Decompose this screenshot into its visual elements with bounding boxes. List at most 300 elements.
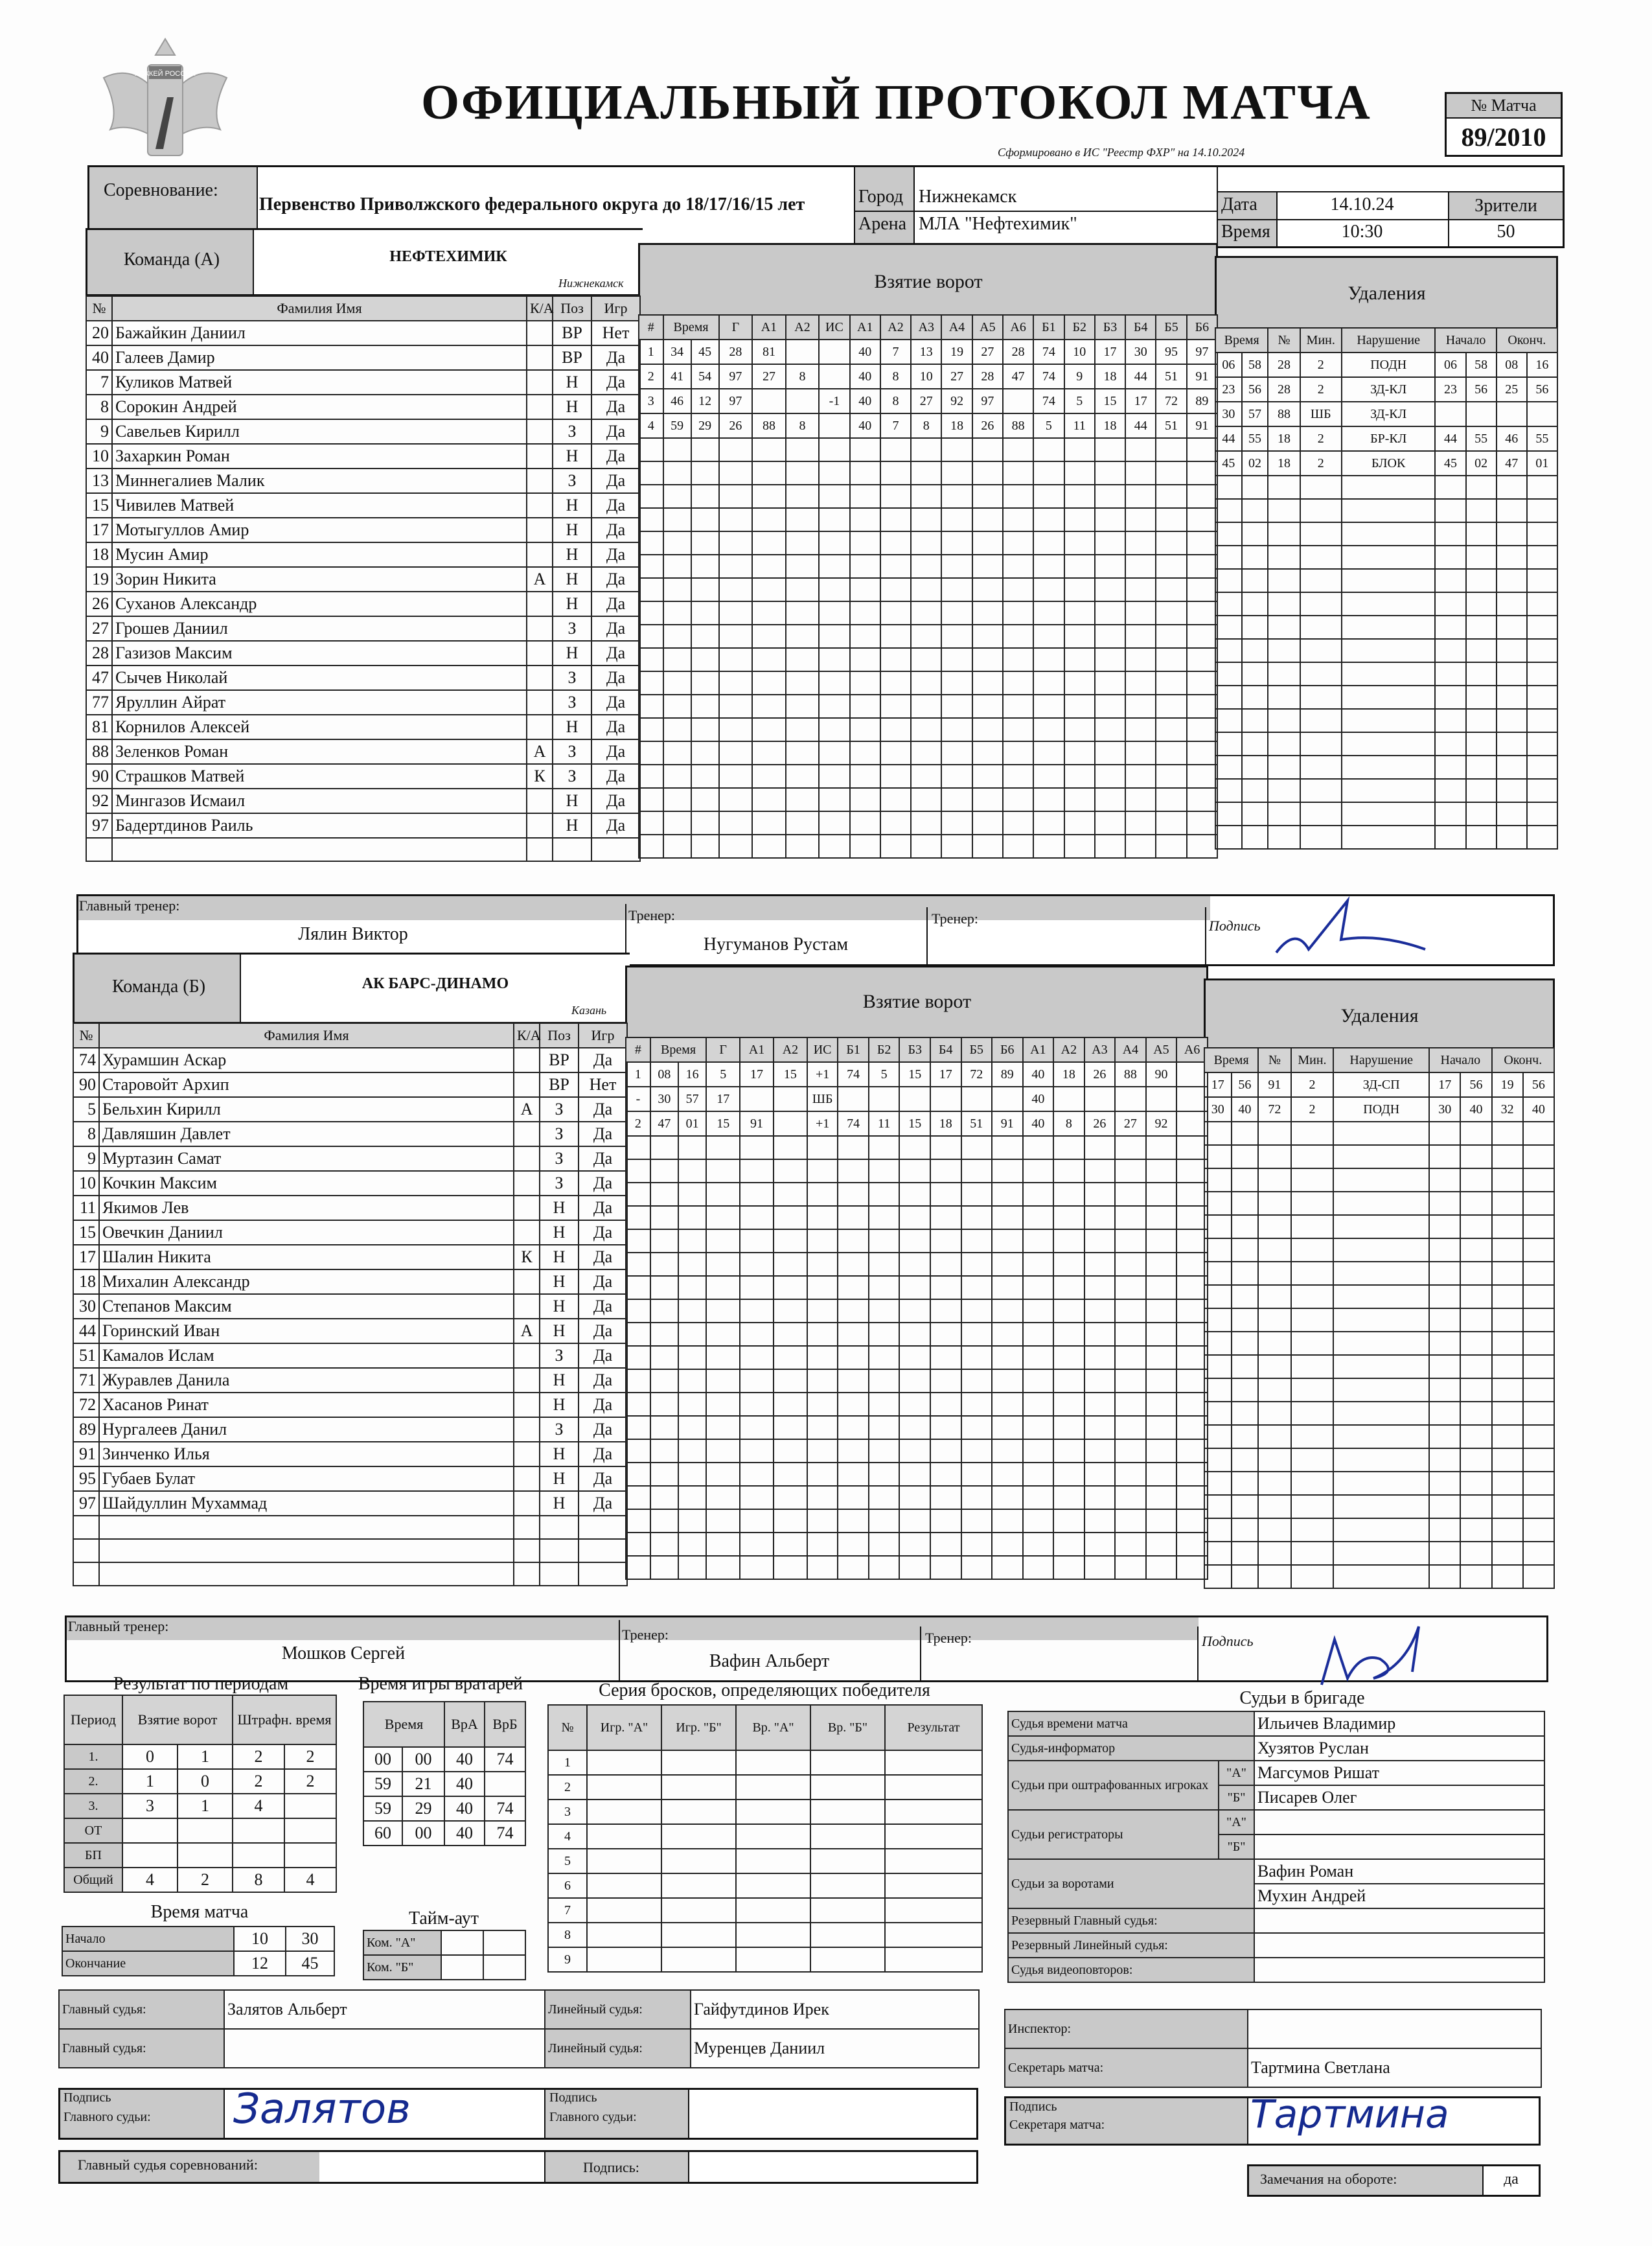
empty-cell	[1215, 616, 1242, 639]
empty-cell	[1156, 625, 1186, 648]
team-b-coach: Вафин Альберт	[709, 1651, 830, 1671]
competition-label: Соревнование:	[104, 180, 218, 200]
team-a-goals-title: Взятие ворот	[874, 271, 983, 292]
sig-main2-label-1: Подпись	[549, 2090, 597, 2105]
goal-cell	[992, 1087, 1023, 1111]
pen-header-2: Мин.	[1300, 328, 1342, 353]
empty-cell	[961, 1369, 992, 1393]
goals-header-4: А2	[774, 1037, 807, 1062]
penalty-cell: 18	[1268, 451, 1300, 476]
empty-cell	[706, 1556, 740, 1579]
goal-cell: 8	[880, 364, 911, 389]
empty-cell	[1095, 695, 1125, 718]
player-ka	[527, 641, 553, 666]
empty-cell	[1003, 835, 1033, 858]
empty-cell	[1115, 1183, 1146, 1206]
empty-cell	[838, 1159, 869, 1183]
empty-cell	[850, 811, 880, 835]
empty-cell	[1176, 1136, 1208, 1159]
empty-cell	[1492, 1448, 1523, 1472]
empty-cell	[587, 1849, 661, 1873]
empty-cell	[1333, 1472, 1429, 1495]
empty-cell	[1064, 485, 1095, 508]
empty-cell	[810, 1947, 885, 1972]
team-a-coach-label: Тренер:	[628, 907, 676, 923]
empty-cell	[1429, 1262, 1460, 1285]
player-ka	[527, 813, 553, 838]
team-b-signature-label: Подпись	[1202, 1633, 1254, 1649]
goal-row	[639, 340, 1217, 364]
date-label: Дата	[1221, 194, 1257, 214]
empty-cell	[880, 578, 911, 601]
empty-cell	[1125, 671, 1156, 695]
empty-cell	[1291, 1238, 1334, 1262]
empty-cell	[1053, 1369, 1084, 1393]
empty-cell	[1333, 1192, 1429, 1215]
goal-cell: 88	[752, 413, 786, 438]
empty-cell	[706, 1136, 740, 1159]
penalty-cell: 55	[1242, 426, 1268, 451]
player-play: Нет	[579, 1072, 627, 1097]
empty-cell	[691, 765, 719, 788]
goalies-title: Время игры вратарей	[358, 1674, 523, 1694]
empty-cell	[810, 1775, 885, 1800]
goal-cell	[774, 1111, 807, 1136]
empty-cell	[1268, 546, 1300, 569]
player-ka	[527, 345, 553, 370]
empty-cell	[1023, 1229, 1054, 1253]
goals-header-13: А2	[1053, 1037, 1084, 1062]
empty-cell	[1460, 1378, 1491, 1402]
empty-cell	[587, 1750, 661, 1775]
goal-cell: +1	[807, 1062, 838, 1087]
penalty-row	[1215, 353, 1557, 377]
empty-cell	[972, 835, 1003, 858]
player-play: Да	[591, 345, 640, 370]
goals-header-0: #	[639, 315, 663, 340]
empty-cell	[838, 1533, 869, 1556]
empty-cell	[961, 1463, 992, 1486]
roster-header-play: Игр	[591, 296, 640, 321]
empty-cell	[1435, 522, 1465, 546]
player-play: Да	[591, 395, 640, 419]
empty-cell	[1268, 592, 1300, 616]
empty-cell	[1232, 1215, 1259, 1238]
empty-cell	[736, 1898, 810, 1923]
goalie-row	[363, 1821, 525, 1846]
empty-cell	[719, 485, 753, 508]
goal-cell: 18	[941, 413, 972, 438]
empty-cell	[1291, 1355, 1334, 1378]
team-b-head-coach: Мошков Сергей	[281, 1643, 406, 1663]
empty-cell	[911, 601, 941, 625]
empty-cell	[972, 648, 1003, 671]
ref-goal-2: Мухин Андрей	[1254, 1884, 1544, 1908]
player-row	[86, 542, 640, 567]
player-play: Да	[579, 1048, 627, 1072]
empty-cell	[1003, 811, 1033, 835]
empty-cell	[1460, 1472, 1491, 1495]
empty-cell	[880, 461, 911, 485]
empty-cell	[112, 838, 527, 861]
player-number: 17	[73, 1245, 99, 1269]
empty-cell	[941, 625, 972, 648]
player-row	[73, 1466, 627, 1491]
empty-cell	[1095, 531, 1125, 555]
empty-cell	[1258, 1448, 1291, 1472]
empty-cell	[1492, 1472, 1523, 1495]
empty-cell	[1460, 1192, 1491, 1215]
empty-cell	[1215, 756, 1242, 779]
period-cell	[122, 1818, 178, 1843]
player-name: Корнилов Алексей	[112, 715, 527, 739]
empty-cell	[850, 835, 880, 858]
empty-cell	[930, 1369, 961, 1393]
penalty-cell: 2	[1291, 1097, 1334, 1122]
goalies-table	[363, 1701, 526, 1846]
empty-cell	[1003, 718, 1033, 741]
team-b-header	[73, 953, 630, 1024]
ref-goal-label: Судьи за воротами	[1008, 1859, 1254, 1908]
empty-cell	[810, 1898, 885, 1923]
penalty-cell: 30	[1204, 1097, 1232, 1122]
player-ka	[527, 321, 553, 345]
penalty-cell: 23	[1435, 377, 1465, 402]
empty-cell	[1003, 601, 1033, 625]
empty-cell	[850, 671, 880, 695]
empty-cell	[1333, 1215, 1429, 1238]
ref-penbox-b: Писарев Олег	[1254, 1785, 1544, 1810]
empty-cell	[1342, 499, 1436, 522]
empty-cell	[1466, 732, 1497, 756]
player-ka	[527, 493, 553, 518]
empty-cell	[1429, 1332, 1460, 1355]
empty-cell	[1300, 522, 1342, 546]
player-pos: Н	[553, 567, 591, 592]
shootout-title: Серия бросков, определяющих победителя	[599, 1680, 930, 1700]
empty-cell	[740, 1159, 774, 1183]
empty-cell	[1084, 1509, 1116, 1533]
goal-cell: 57	[678, 1087, 706, 1111]
empty-cell	[838, 1346, 869, 1369]
empty-cell	[626, 1159, 650, 1183]
goal-row	[639, 648, 1217, 671]
player-ka	[527, 518, 553, 542]
empty-cell	[1125, 695, 1156, 718]
shootout-row	[548, 1750, 982, 1775]
empty-cell	[1003, 578, 1033, 601]
empty-cell	[1300, 709, 1342, 732]
sig-secr-label-2: Секретаря матча:	[1009, 2118, 1105, 2132]
roster-header-num: №	[86, 296, 112, 321]
goal-cell: 92	[941, 389, 972, 413]
empty-cell	[972, 485, 1003, 508]
empty-cell	[1268, 779, 1300, 802]
player-name: Шайдуллин Мухаммад	[99, 1491, 514, 1516]
period-row	[64, 1794, 336, 1818]
inspector-label: Инспектор:	[1005, 2009, 1248, 2048]
sig-main-label-2: Главного судьи:	[63, 2110, 151, 2124]
empty-cell	[1215, 709, 1242, 732]
goals-header-15: А4	[1115, 1037, 1146, 1062]
goal-cell	[869, 1087, 900, 1111]
empty-cell	[961, 1253, 992, 1276]
empty-cell	[1492, 1238, 1523, 1262]
empty-cell	[691, 438, 719, 461]
empty-cell	[1242, 522, 1268, 546]
player-number: 17	[86, 518, 112, 542]
empty-cell	[1291, 1262, 1334, 1285]
penalty-cell: 40	[1523, 1097, 1554, 1122]
penalty-cell: 55	[1466, 426, 1497, 451]
empty-cell	[740, 1463, 774, 1486]
player-ka	[514, 1417, 540, 1442]
empty-cell	[591, 838, 640, 861]
empty-cell	[899, 1206, 930, 1229]
empty-cell	[1156, 531, 1186, 555]
goal-cell: 15	[899, 1062, 930, 1087]
empty-cell	[1429, 1425, 1460, 1448]
goals-header-10: Б5	[961, 1037, 992, 1062]
empty-cell	[1084, 1323, 1116, 1346]
empty-cell	[740, 1416, 774, 1439]
sig-main-label-1: Подпись	[63, 2090, 111, 2105]
empty-cell	[1125, 625, 1156, 648]
shootout-row	[548, 1898, 982, 1923]
empty-cell	[838, 1276, 869, 1299]
empty-cell	[930, 1556, 961, 1579]
empty-cell	[810, 1873, 885, 1898]
empty-cell	[930, 1183, 961, 1206]
empty-cell	[663, 485, 691, 508]
empty-cell	[1523, 1518, 1554, 1542]
empty-cell	[678, 1486, 706, 1509]
penalty-cell	[1497, 402, 1527, 426]
player-ka	[514, 1122, 540, 1146]
empty-cell	[786, 601, 820, 625]
goal-cell: 46	[663, 389, 691, 413]
empty-cell	[1460, 1402, 1491, 1425]
player-row	[86, 739, 640, 764]
empty-cell	[1492, 1402, 1523, 1425]
goal-row	[626, 1206, 1208, 1229]
empty-cell	[587, 1923, 661, 1947]
city-label: Город	[858, 187, 904, 207]
empty-cell	[661, 1800, 736, 1824]
empty-cell	[774, 1416, 807, 1439]
empty-cell	[992, 1463, 1023, 1486]
penalty-row	[1204, 1402, 1554, 1425]
empty-cell	[1291, 1168, 1334, 1192]
empty-cell	[774, 1299, 807, 1323]
empty-cell	[911, 578, 941, 601]
goal-cell	[774, 1087, 807, 1111]
empty-cell	[1268, 569, 1300, 592]
empty-cell	[1023, 1533, 1054, 1556]
empty-cell	[850, 741, 880, 765]
empty-cell	[1466, 802, 1497, 826]
player-play: Да	[579, 1417, 627, 1442]
empty-cell	[869, 1416, 900, 1439]
goal-row	[626, 1509, 1208, 1533]
player-row	[86, 715, 640, 739]
player-play: Да	[579, 1097, 627, 1122]
penalty-cell: 57	[1242, 402, 1268, 426]
empty-cell	[961, 1509, 992, 1533]
goal-cell: 8	[911, 413, 941, 438]
penalty-cell: 56	[1460, 1072, 1491, 1097]
empty-cell	[579, 1539, 627, 1562]
period-cell: 3	[122, 1794, 178, 1818]
empty-cell	[930, 1323, 961, 1346]
empty-cell	[691, 625, 719, 648]
period-cell	[233, 1843, 284, 1868]
empty-cell	[1333, 1402, 1429, 1425]
page-title: ОФИЦИАЛЬНЫЙ ПРОТОКОЛ МАТЧА	[421, 75, 1371, 130]
penalty-row	[1215, 639, 1557, 662]
empty-cell	[972, 531, 1003, 555]
empty-cell	[1003, 485, 1033, 508]
empty-cell	[1023, 1206, 1054, 1229]
empty-cell	[1125, 601, 1156, 625]
player-name: Газизов Максим	[112, 641, 527, 666]
empty-cell	[819, 625, 849, 648]
player-row	[73, 1171, 627, 1196]
empty-cell	[650, 1533, 678, 1556]
player-name: Овечкин Даниил	[99, 1220, 514, 1245]
empty-cell	[1429, 1542, 1460, 1565]
empty-cell	[1497, 709, 1527, 732]
penalty-cell: 06	[1435, 353, 1465, 377]
empty-cell	[885, 1824, 982, 1849]
empty-cell	[99, 1539, 514, 1562]
empty-cell	[1215, 522, 1242, 546]
empty-cell	[1232, 1565, 1259, 1588]
goal-row	[639, 578, 1217, 601]
team-a-header	[86, 228, 643, 296]
goalie-cell: 00	[402, 1747, 444, 1772]
goal-cell	[1176, 1062, 1208, 1087]
empty-cell	[972, 438, 1003, 461]
empty-cell	[1146, 1416, 1177, 1439]
shootout-table	[547, 1704, 983, 1973]
empty-cell	[941, 811, 972, 835]
empty-cell	[819, 765, 849, 788]
empty-cell	[1333, 1518, 1429, 1542]
empty-cell	[819, 811, 849, 835]
empty-cell	[1053, 1416, 1084, 1439]
empty-cell	[1187, 485, 1217, 508]
goals-header-8: А3	[911, 315, 941, 340]
empty-cell	[1187, 648, 1217, 671]
empty-cell	[941, 461, 972, 485]
player-number: 9	[73, 1146, 99, 1171]
player-name: Зинченко Илья	[99, 1442, 514, 1466]
empty-cell	[1156, 601, 1186, 625]
goal-cell: 17	[1095, 340, 1125, 364]
empty-cell	[1053, 1206, 1084, 1229]
player-row	[86, 789, 640, 813]
empty-cell	[1527, 709, 1557, 732]
empty-cell	[1492, 1168, 1523, 1192]
shootout-row	[548, 1775, 982, 1800]
empty-cell	[1084, 1183, 1116, 1206]
player-play: Да	[579, 1319, 627, 1343]
goal-cell: 7	[880, 413, 911, 438]
empty-cell	[992, 1393, 1023, 1416]
empty-cell	[1300, 499, 1342, 522]
empty-cell	[1156, 671, 1186, 695]
goals-header-13: Б2	[1064, 315, 1095, 340]
empty-cell	[1115, 1509, 1146, 1533]
goal-cell	[1176, 1087, 1208, 1111]
empty-cell	[740, 1509, 774, 1533]
player-row	[73, 1072, 627, 1097]
empty-cell	[587, 1873, 661, 1898]
team-a-pen-header	[1215, 256, 1558, 330]
empty-cell	[706, 1486, 740, 1509]
goal-cell	[1084, 1087, 1116, 1111]
empty-cell	[1187, 741, 1217, 765]
goal-cell: 89	[1187, 389, 1217, 413]
empty-cell	[1258, 1332, 1291, 1355]
player-row	[73, 1343, 627, 1368]
empty-cell	[719, 835, 753, 858]
period-cell: 8	[233, 1868, 284, 1892]
empty-cell	[1435, 732, 1465, 756]
player-name: Горинский Иван	[99, 1319, 514, 1343]
empty-cell	[1492, 1308, 1523, 1332]
penalty-cell: 55	[1527, 426, 1557, 451]
empty-cell	[819, 718, 849, 741]
player-name: Хасанов Ринат	[99, 1393, 514, 1417]
player-number: 20	[86, 321, 112, 345]
empty-cell	[691, 578, 719, 601]
empty-cell	[1333, 1355, 1429, 1378]
player-pos: З	[540, 1417, 579, 1442]
goals-header-row	[626, 1037, 1208, 1062]
empty-cell	[880, 671, 911, 695]
period-cell	[122, 1843, 178, 1868]
empty-cell	[663, 718, 691, 741]
empty-cell	[1023, 1276, 1054, 1299]
empty-cell	[1460, 1355, 1491, 1378]
empty-cell	[941, 741, 972, 765]
empty-cell	[1258, 1262, 1291, 1285]
penalty-row	[1204, 1097, 1554, 1122]
empty-cell	[1497, 476, 1527, 499]
pen-header-4: Начало	[1435, 328, 1496, 353]
period-cell: 4	[284, 1868, 336, 1892]
goal-cell: 40	[1023, 1111, 1054, 1136]
penalty-row	[1204, 1238, 1554, 1262]
empty-cell	[819, 438, 849, 461]
empty-cell	[1523, 1542, 1554, 1565]
player-row	[73, 1442, 627, 1466]
empty-cell	[972, 788, 1003, 811]
empty-cell	[1033, 835, 1064, 858]
empty-cell	[1176, 1206, 1208, 1229]
goalie-cell: 21	[402, 1772, 444, 1796]
player-pos: З	[553, 616, 591, 641]
empty-cell	[1146, 1556, 1177, 1579]
empty-cell	[661, 1750, 736, 1775]
goal-cell: 91	[1187, 364, 1217, 389]
empty-cell	[650, 1183, 678, 1206]
player-name: Губаев Булат	[99, 1466, 514, 1491]
empty-cell	[850, 625, 880, 648]
player-name: Миннегалиев Малик	[112, 469, 527, 493]
